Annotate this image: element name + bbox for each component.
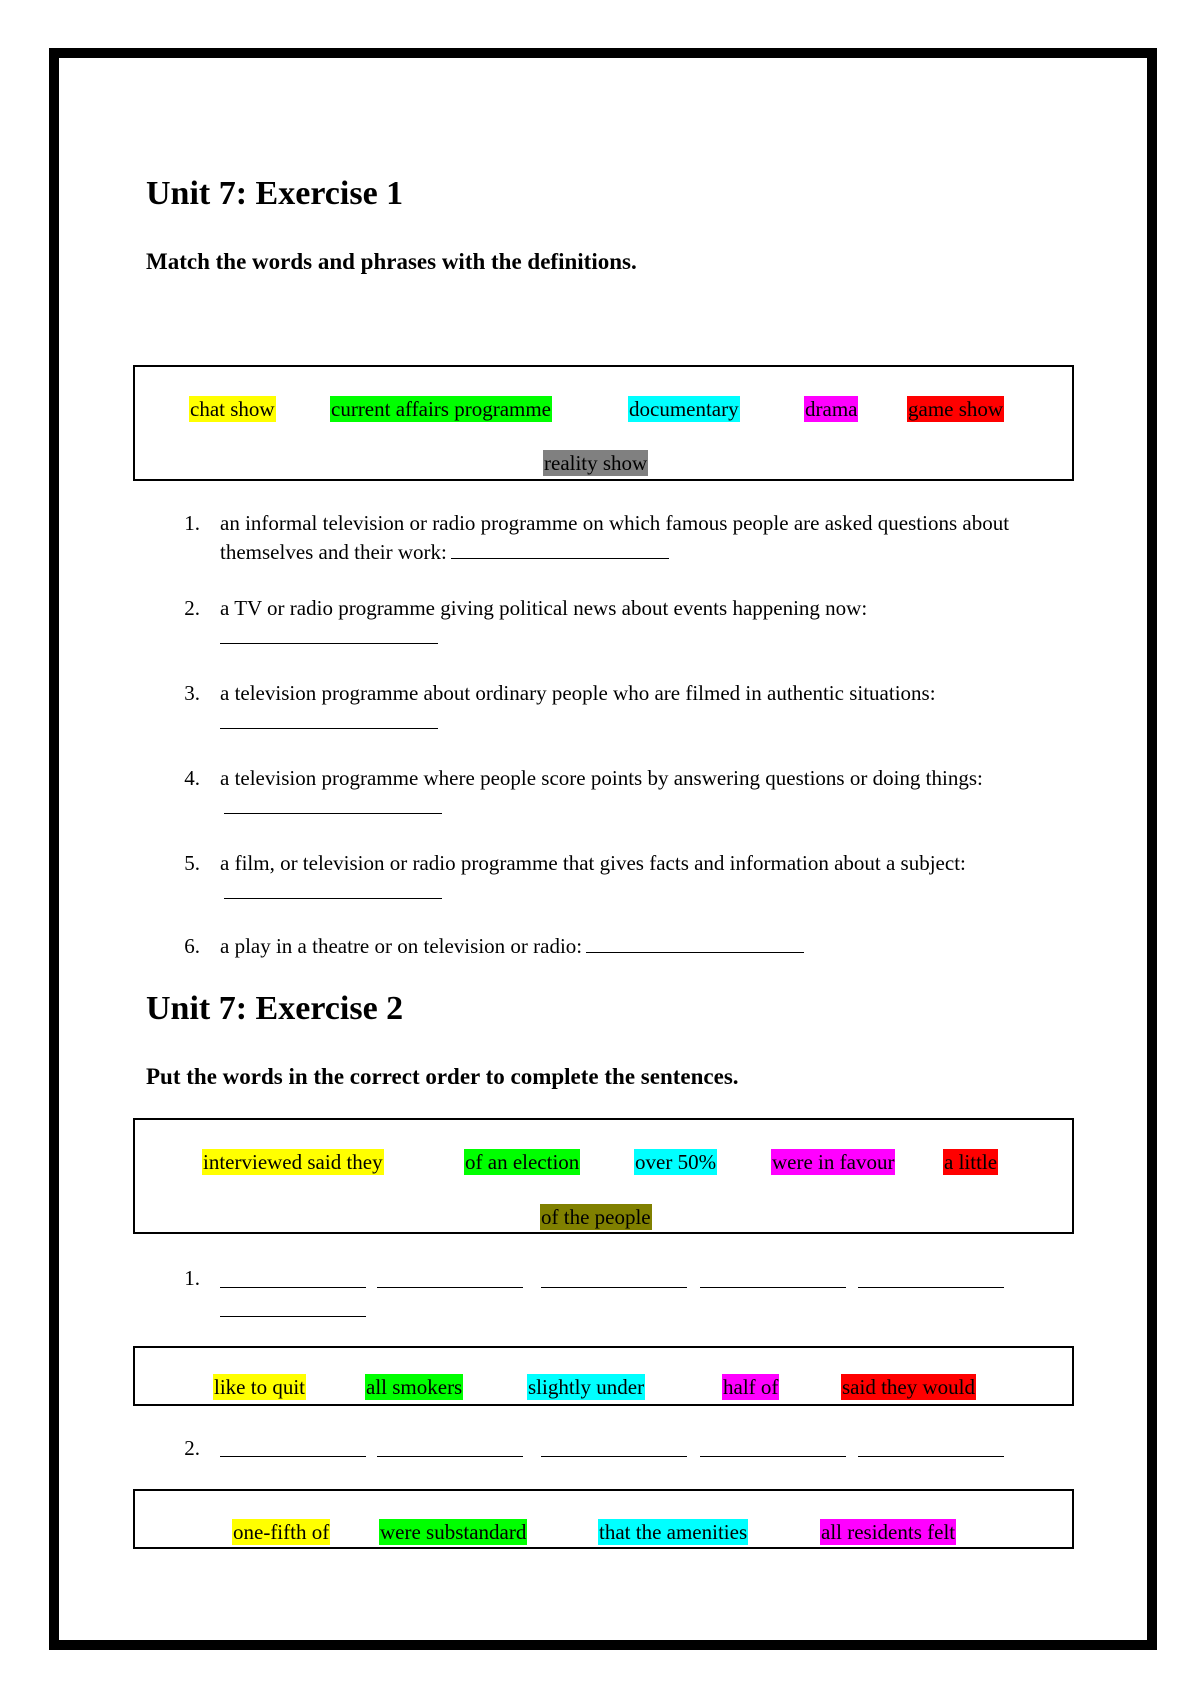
answer-blank[interactable] xyxy=(224,795,442,814)
word-chip: all residents felt xyxy=(821,1520,956,1544)
exercise-1-word-box xyxy=(133,365,1074,481)
word-chip: half of xyxy=(723,1375,779,1399)
word-chip: slightly under xyxy=(528,1375,645,1399)
word-chip: a little xyxy=(944,1150,998,1174)
definition-item: 1. an informal television or radio programme on which famous people are asked questions about themselves and their work: xyxy=(184,511,1010,564)
answer-blank[interactable] xyxy=(858,1287,1004,1288)
definition-item: 2. a TV or radio programme giving political news about events happening now: xyxy=(180,594,1070,652)
sentence-item-1: 1. xyxy=(184,1266,200,1290)
answer-blank[interactable] xyxy=(220,1287,366,1288)
word-chip-game-show: game show xyxy=(908,397,1004,421)
word-chip: of an election xyxy=(465,1150,580,1174)
exercise-2-title: Unit 7: Exercise 2 xyxy=(146,990,404,1027)
word-chip-chat-show: chat show xyxy=(190,397,275,421)
word-chip-reality-show: reality show xyxy=(544,451,648,475)
answer-blank[interactable] xyxy=(377,1287,523,1288)
word-chip: over 50% xyxy=(635,1150,717,1174)
answer-blank[interactable] xyxy=(700,1456,846,1457)
exercise-2-instruction: Put the words in the correct order to complete the sentences. xyxy=(146,1064,739,1089)
exercise-2-word-box-2 xyxy=(133,1346,1074,1406)
word-chip-drama: drama xyxy=(805,397,858,421)
word-chip: were in favour xyxy=(772,1150,895,1174)
word-chip: said they would xyxy=(842,1375,975,1399)
answer-blank[interactable] xyxy=(220,625,438,644)
word-chip-documentary: documentary xyxy=(629,397,739,421)
definition-item: 4. a television programme where people score points by answering questions or doing things: xyxy=(180,764,1070,822)
word-chip-current-affairs: current affairs programme xyxy=(331,397,552,421)
answer-blank[interactable] xyxy=(220,1316,366,1317)
answer-blank[interactable] xyxy=(224,880,442,899)
word-chip: of the people xyxy=(541,1205,651,1229)
word-chip: that the amenities xyxy=(599,1520,748,1544)
word-chip: one-fifth of xyxy=(233,1520,330,1544)
word-chip: all smokers xyxy=(366,1375,463,1399)
answer-blank[interactable] xyxy=(377,1456,523,1457)
answer-blank[interactable] xyxy=(220,710,438,729)
answer-blank[interactable] xyxy=(586,934,804,953)
answer-blank[interactable] xyxy=(700,1287,846,1288)
definition-item: 3. a television programme about ordinary people who are filmed in authentic situations: xyxy=(180,679,1070,737)
sentence-item-2: 2. xyxy=(184,1436,200,1460)
answer-blank[interactable] xyxy=(858,1456,1004,1457)
exercise-1-title: Unit 7: Exercise 1 xyxy=(146,175,404,212)
exercise-2-word-box-1 xyxy=(133,1118,1074,1234)
answer-blank[interactable] xyxy=(541,1287,687,1288)
word-chip: interviewed said they xyxy=(203,1150,383,1174)
word-chip: like to quit xyxy=(214,1375,305,1399)
exercise-1-instruction: Match the words and phrases with the definitions. xyxy=(146,249,637,274)
answer-blank[interactable] xyxy=(220,1456,366,1457)
definition-item: 6. a play in a theatre or on television or radio: xyxy=(180,932,1070,962)
answer-blank[interactable] xyxy=(451,540,669,559)
exercise-2-word-box-3 xyxy=(133,1489,1074,1549)
definition-item: 5. a film, or television or radio programme that gives facts and information about a subject: xyxy=(180,849,1070,907)
word-chip: were substandard xyxy=(380,1520,527,1544)
answer-blank[interactable] xyxy=(541,1456,687,1457)
